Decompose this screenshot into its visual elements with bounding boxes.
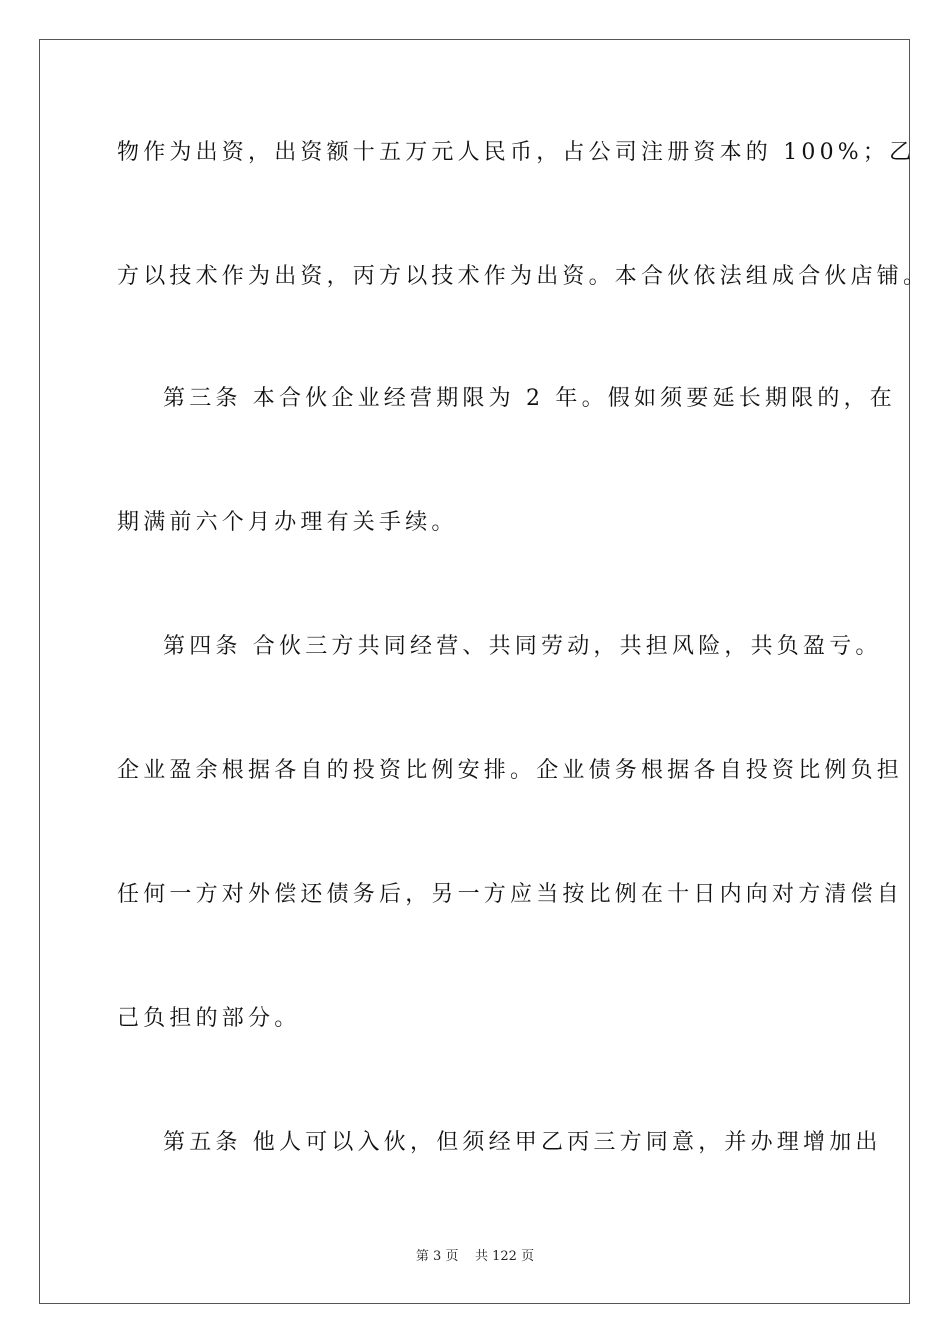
article-3-line-2: 期满前六个月办理有关手续。 <box>117 510 458 535</box>
article-4-line-1: 第四条 合伙三方共同经营、共同劳动，共担风险，共负盈亏。 <box>163 634 882 659</box>
body-line-2: 方以技术作为出资，丙方以技术作为出资。本合伙依法组成合伙店铺。 <box>117 264 930 289</box>
article-3-line-1: 第三条 本合伙企业经营期限为 2 年。假如须要延长期限的，在 <box>163 386 896 411</box>
body-line-1: 物作为出资，出资额十五万元人民币，占公司注册资本的 100%；乙 <box>117 140 916 165</box>
page-footer: 第 3 页 共 122 页 <box>415 1249 535 1264</box>
article-5-line-1: 第五条 他人可以入伙，但须经甲乙丙三方同意，并办理增加出 <box>163 1130 882 1155</box>
article-4-line-3: 任何一方对外偿还债务后，另一方应当按比例在十日内向对方清偿自 <box>117 882 904 907</box>
article-4-line-2: 企业盈余根据各自的投资比例安排。企业债务根据各自投资比例负担 <box>117 758 904 783</box>
article-4-line-4: 己负担的部分。 <box>117 1006 301 1031</box>
page-border <box>39 39 910 1304</box>
